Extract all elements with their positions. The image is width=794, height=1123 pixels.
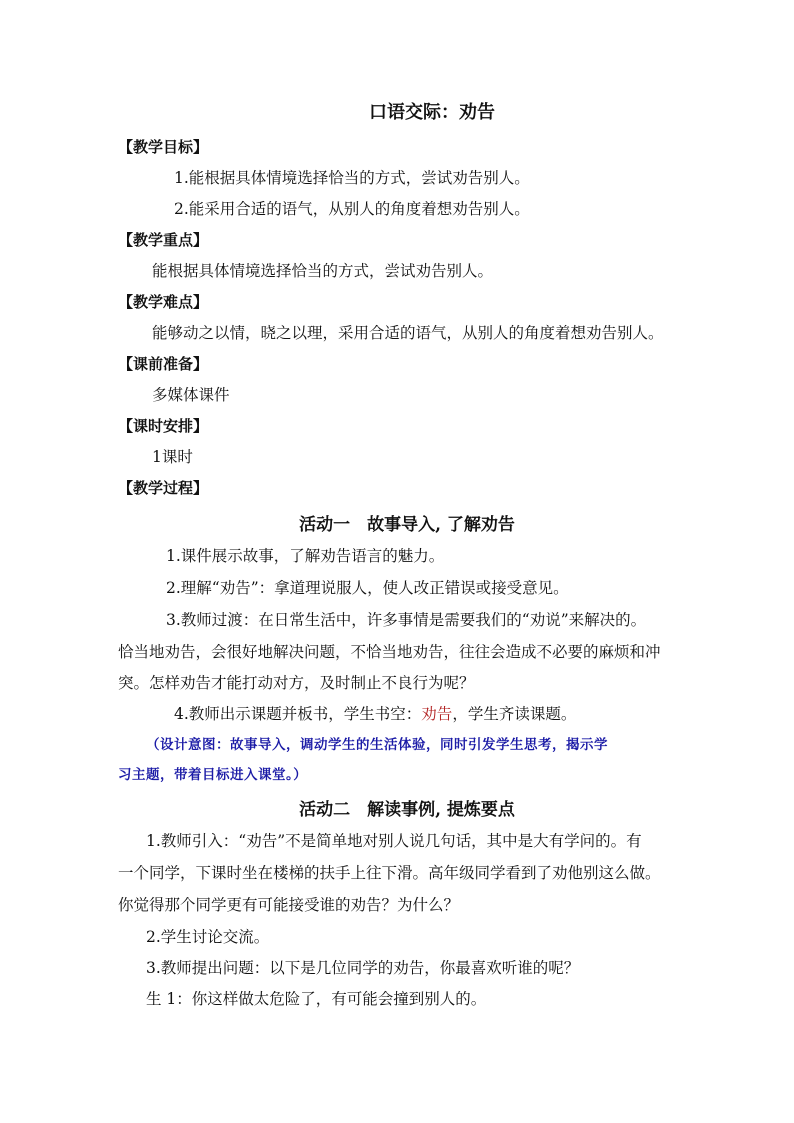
activity-2-paragraph-2: 2.学生讨论交流。 <box>146 928 270 946</box>
process-heading: 【教学过程】 <box>118 479 209 497</box>
design-intent-line-1: （设计意图：故事导入，调动学生的生活体验，同时引发学生思考，揭示学 <box>146 737 608 753</box>
schedule-text: 1课时 <box>152 448 193 466</box>
activity-1-paragraph-3-line-3: 突。怎样劝告才能打动对方，及时制止不良行为呢？ <box>118 674 475 692</box>
key-points-heading: 【教学重点】 <box>118 231 209 249</box>
activity-1-paragraph-3-line-2: 恰当地劝告，会很好地解决问题，不恰当地劝告，往往会造成不必要的麻烦和冲 <box>118 643 661 661</box>
activity-1-paragraph-4-suffix: ，学生齐读课题。 <box>452 705 577 723</box>
preparation-text: 多媒体课件 <box>152 386 230 404</box>
activity-1-paragraph-2: 2.理解“劝告”：拿道理说服人，使人改正错误或接受意见。 <box>166 579 569 597</box>
activity-2-paragraph-4: 生 1：你这样做太危险了，有可能会撞到别人的。 <box>146 990 487 1008</box>
key-points-text: 能根据具体情境选择恰当的方式，尝试劝告别人。 <box>152 262 494 280</box>
activity-2-paragraph-1-line-1: 1.教师引入：“劝告”不是简单地对别人说几句话，其中是大有学问的。有 <box>146 832 642 850</box>
goal-item-2: 2.能采用合适的语气，从别人的角度着想劝告别人。 <box>174 200 530 218</box>
activity-2-title: 活动二 解读事例, 提炼要点 <box>299 800 515 820</box>
goal-item-1: 1.能根据具体情境选择恰当的方式，尝试劝告别人。 <box>174 169 530 187</box>
activity-1-paragraph-3-line-1: 3.教师过渡：在日常生活中，许多事情是需要我们的“劝说”来解决的。 <box>166 611 647 629</box>
difficulty-text: 能够动之以情，晓之以理，采用合适的语气，从别人的角度着想劝告别人。 <box>152 324 664 342</box>
activity-2-paragraph-1-line-2: 一个同学，下课时坐在楼梯的扶手上往下滑。高年级同学看到了劝他别这么做。 <box>118 864 661 882</box>
activity-2-paragraph-1-line-3: 你觉得那个同学更有可能接受谁的劝告？为什么？ <box>118 896 460 914</box>
difficulty-heading: 【教学难点】 <box>118 293 209 311</box>
page-title: 口语交际：劝告 <box>369 102 495 123</box>
highlighted-lesson-title: 劝告 <box>421 705 453 723</box>
activity-1-paragraph-4 <box>174 703 576 725</box>
activity-1-title: 活动一 故事导入, 了解劝告 <box>299 515 515 535</box>
design-intent-line-2: 习主题，带着目标进入课堂。） <box>118 767 308 783</box>
schedule-heading: 【课时安排】 <box>118 417 209 435</box>
activity-2-paragraph-3: 3.教师提出问题：以下是几位同学的劝告，你最喜欢听谁的呢？ <box>146 959 580 977</box>
preparation-heading: 【课前准备】 <box>118 355 209 373</box>
activity-1-paragraph-4-prefix: 4.教师出示课题并板书，学生书空： <box>174 705 422 723</box>
activity-1-paragraph-1: 1.课件展示故事，了解劝告语言的魅力。 <box>166 547 445 565</box>
goals-heading: 【教学目标】 <box>118 138 209 156</box>
